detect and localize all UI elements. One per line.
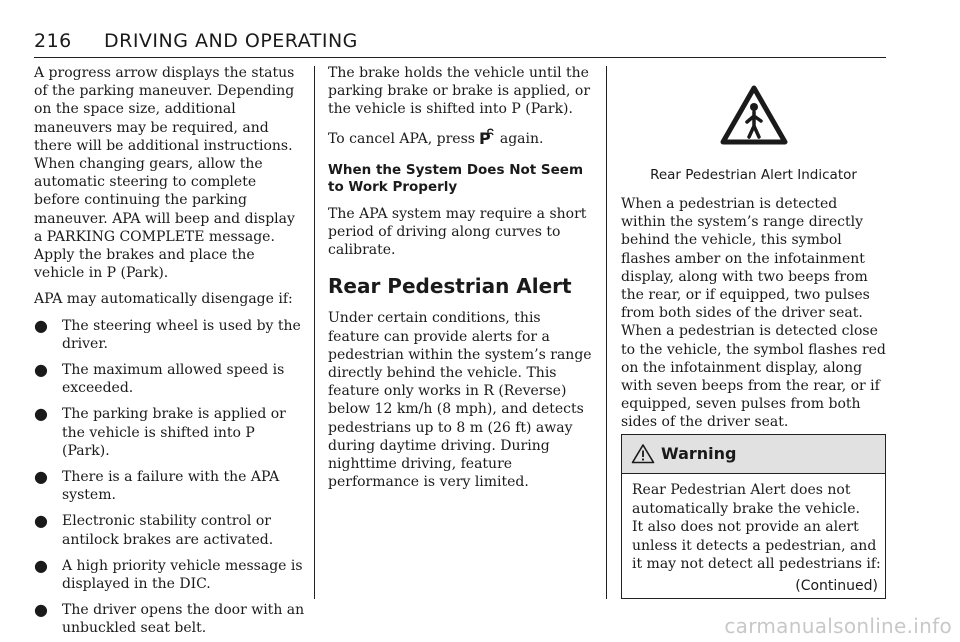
warning-body (632, 481, 882, 574)
list-item: ● The driver opens the door with an unbuckled seat belt. (34, 600, 305, 637)
warning-text-1: Rear Pedestrian Alert does not automatically brake the vehicle. (632, 482, 860, 517)
page-header (34, 30, 886, 56)
rpa-description-paragraph: Under certain conditions, this feature can provide alerts for a pedestrian within the system’s range directly behind the vehicle. This feature only works in R (Reverse) below 12 km/h (8 mph), and detects pedestrians up to 8 m (26 ft) away during daytime driving. During nighttime driving, feature performance is very limited. (328, 310, 592, 491)
column-divider-2 (606, 66, 607, 599)
list-item: ● The parking brake is applied or the vehicle is shifted into P (Park). (34, 404, 286, 459)
bullet-icon: ● (34, 315, 48, 335)
apa-progress-paragraph: A progress arrow displays the status of the parking maneuver. Depending on the space size, additional maneuvers may be required, and there will be additional instructions. When changing gears, allow the automatic steering to complete before continuing the parking maneuver. APA will beep and display a PARKING COMPLETE message. Apply the brakes and place the vehicle in P (Park). (34, 65, 295, 282)
list-item: ● There is a failure with the APA system. (34, 467, 280, 504)
apa-disengage-intro: APA may automatically disengage if: (34, 291, 293, 308)
pedestrian-alert-icon (719, 84, 789, 151)
warning-triangle-icon (631, 443, 655, 469)
park-assist-icon (479, 127, 495, 152)
disengage-list (34, 317, 306, 638)
svg-text:P: P (479, 128, 492, 147)
list-item: ● A high priority vehicle message is displayed in the DIC. (34, 555, 303, 593)
warning-text-2: It also does not provide an alert unless it detects a pedestrian, and it may not detect all pedestrians if: (632, 519, 881, 573)
warning-header (622, 435, 885, 474)
warning-box (621, 434, 886, 599)
column-2 (328, 64, 594, 491)
cancel-apa-paragraph: To cancel APA, press P again. (328, 127, 594, 152)
list-item: ● The steering wheel is used by the driver. (34, 315, 301, 352)
section-heading: Rear Pedestrian Alert (328, 274, 572, 299)
warning-title: Warning (661, 444, 737, 463)
bullet-icon: ● (34, 511, 48, 531)
watermark: carmanualsonline.info (724, 614, 952, 638)
bullet-icon: ● (34, 600, 48, 620)
column-divider-1 (314, 66, 315, 599)
bullet-icon: ● (34, 360, 48, 380)
list-item: ● Electronic stability control or antilock brakes are activated. (34, 511, 274, 548)
column-1 (34, 64, 306, 638)
continued-label: (Continued) (795, 578, 878, 594)
list-item: ● The maximum allowed speed is exceeded. (34, 360, 285, 397)
bullet-icon: ● (34, 555, 48, 575)
icon-caption: Rear Pedestrian Alert Indicator (650, 167, 857, 183)
bullet-icon: ● (34, 467, 48, 487)
troubleshoot-subheading: When the System Does Not Seem to Work Properly (328, 161, 584, 196)
page-number: 216 (34, 30, 72, 52)
bullet-icon: ● (34, 404, 48, 424)
column-3 (621, 64, 886, 432)
brake-hold-paragraph: The brake holds the vehicle until the parking brake or brake is applied, or the vehicle is shifted into P (Park). (328, 65, 591, 118)
calibrate-paragraph: The APA system may require a short period of driving along curves to calibrate. (328, 205, 587, 259)
section-title: DRIVING AND OPERATING (104, 30, 358, 52)
rpa-alert-paragraph: When a pedestrian is detected within the system’s range directly behind the vehicle, this symbol flashes amber on the infotainment display, along with two beeps from the rear, or if equipped, two pulses from both sides of the driver seat. When a pedestrian is detected close to the vehicle, the symbol flashes red on the infotainment display, along with seven beeps from the rear, or if equipped, seven pulses from both sides of the driver seat. (621, 196, 886, 431)
header-divider (34, 57, 886, 58)
